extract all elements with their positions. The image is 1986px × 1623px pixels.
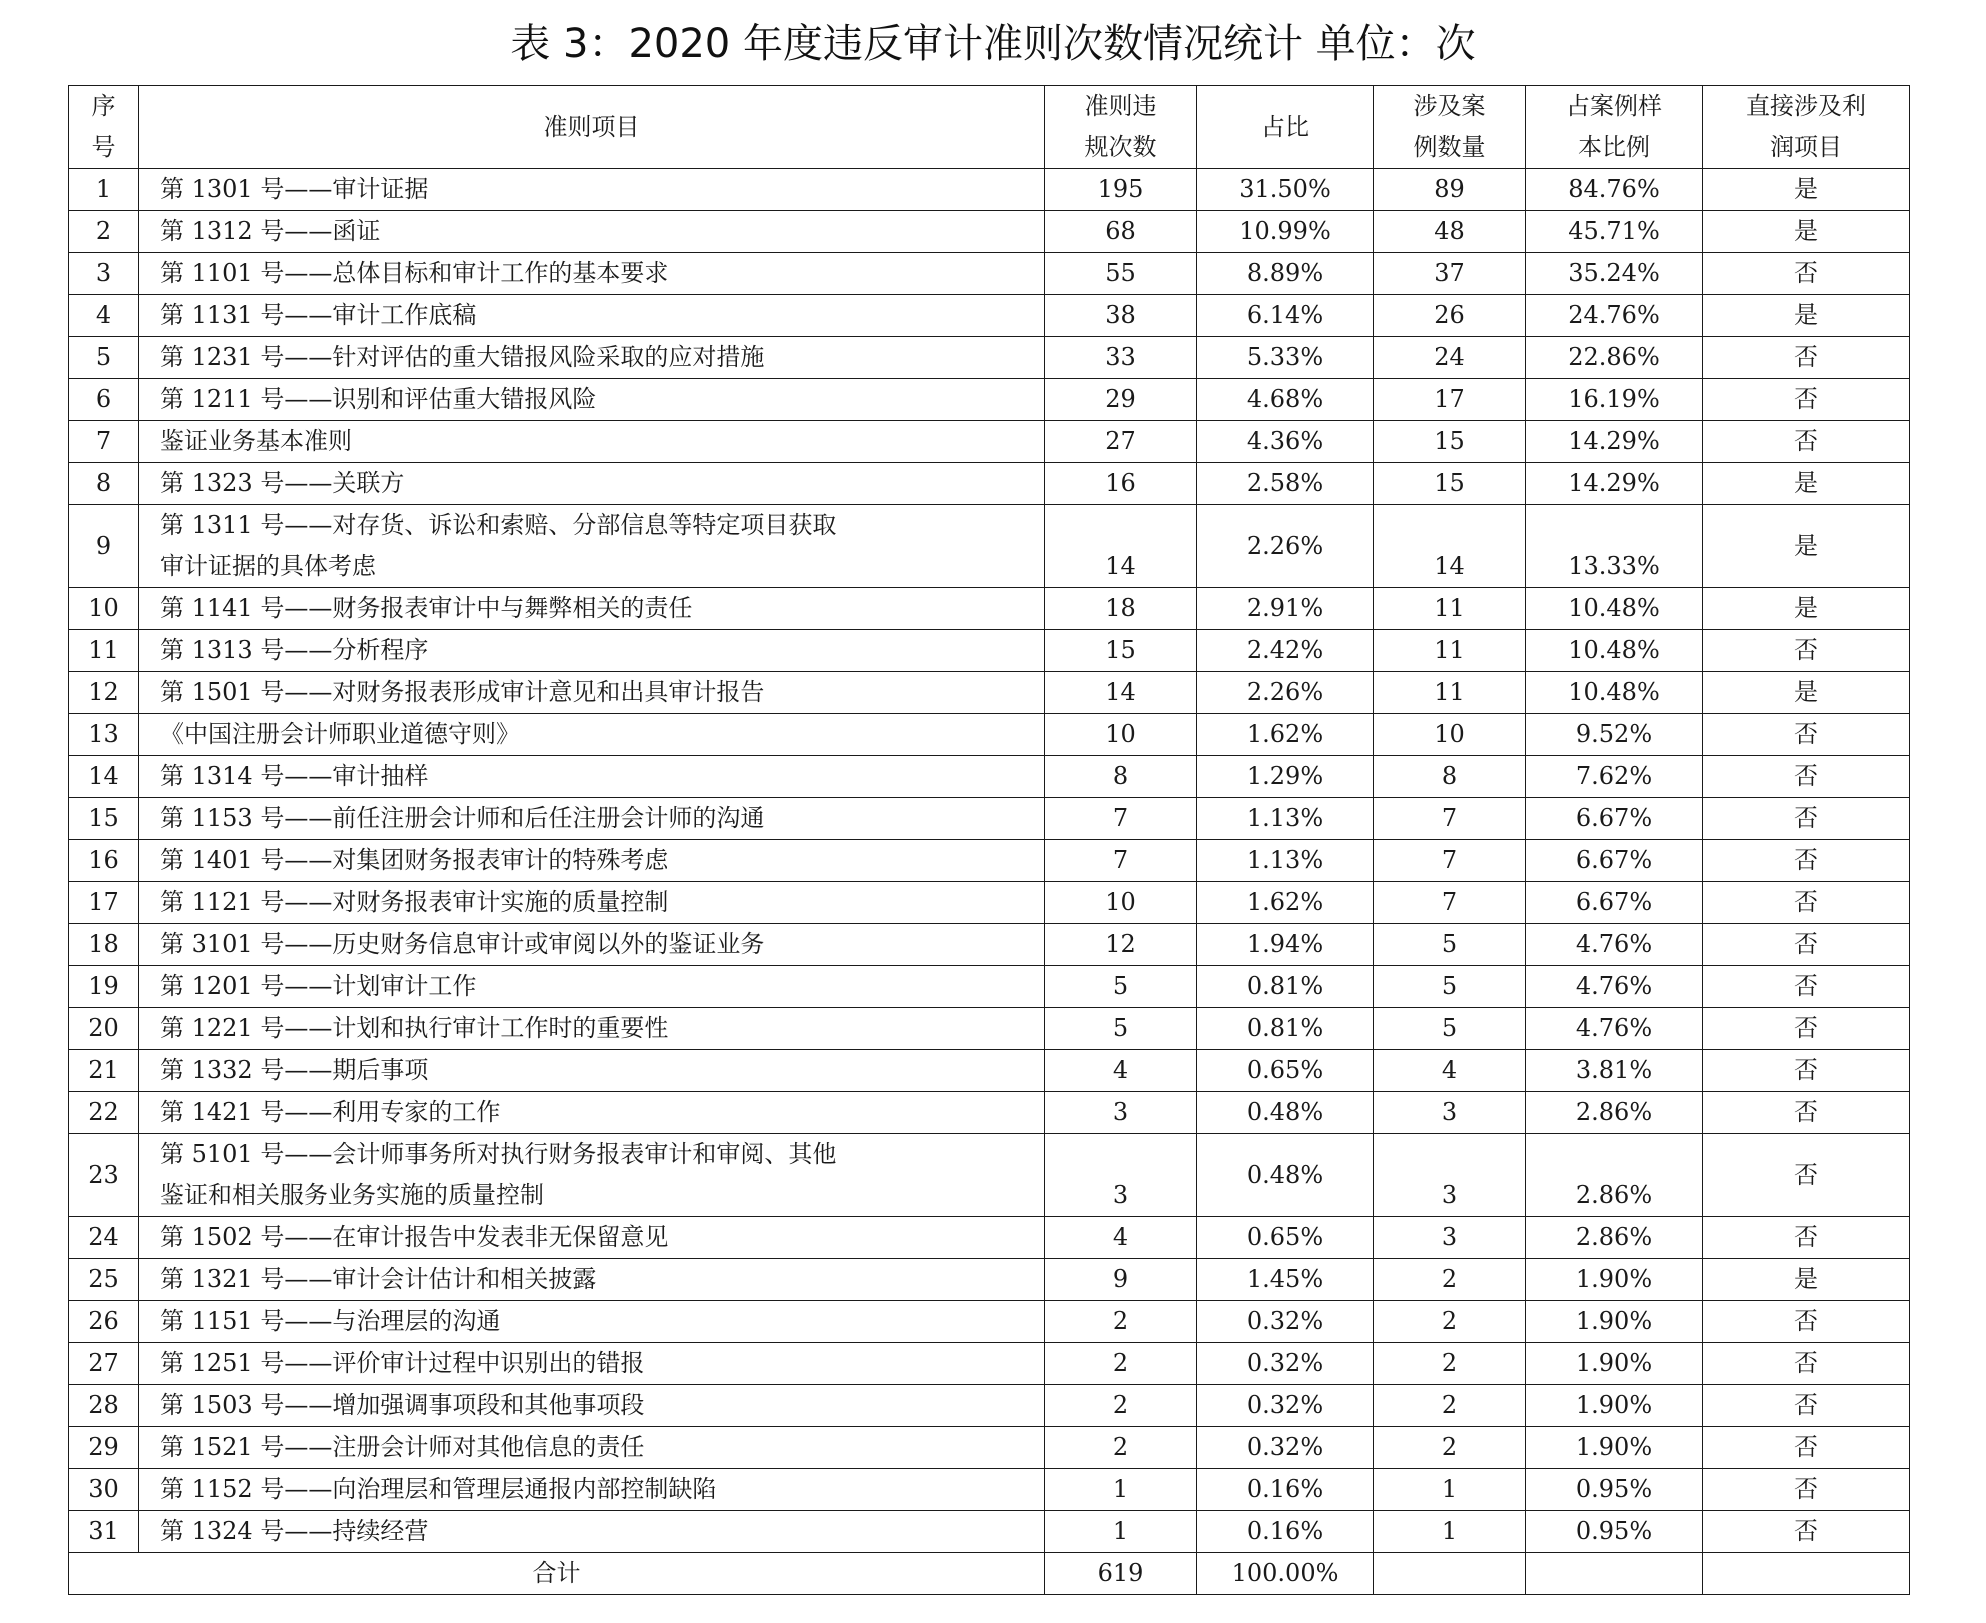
row-violation-count: 5 (1045, 1008, 1197, 1050)
row-standard-item: 第 1121 号——对财务报表审计实施的质量控制 (139, 882, 1045, 924)
row-standard-item: 第 1502 号——在审计报告中发表非无保留意见 (139, 1217, 1045, 1259)
row-standard-item: 第 3101 号——历史财务信息审计或审阅以外的鉴证业务 (139, 924, 1045, 966)
row-profit-related: 否 (1703, 379, 1910, 421)
row-violation-count: 14 (1045, 505, 1197, 588)
row-case-ratio: 2.86% (1526, 1217, 1703, 1259)
row-ratio: 2.26% (1197, 672, 1374, 714)
row-profit-related: 否 (1703, 1385, 1910, 1427)
row-case-ratio: 1.90% (1526, 1427, 1703, 1469)
row-case-count: 3 (1374, 1092, 1526, 1134)
row-standard-item: 第 1501 号——对财务报表形成审计意见和出具审计报告 (139, 672, 1045, 714)
row-case-ratio: 4.76% (1526, 966, 1703, 1008)
row-case-count: 1 (1374, 1469, 1526, 1511)
row-number: 20 (69, 1008, 139, 1050)
row-ratio: 2.26% (1197, 505, 1374, 588)
row-violation-count: 3 (1045, 1134, 1197, 1217)
row-profit-related: 否 (1703, 840, 1910, 882)
row-profit-related: 是 (1703, 463, 1910, 505)
row-ratio: 0.48% (1197, 1092, 1374, 1134)
row-ratio: 1.62% (1197, 882, 1374, 924)
row-case-count: 37 (1374, 253, 1526, 295)
row-number: 6 (69, 379, 139, 421)
table-row (69, 463, 1910, 505)
row-ratio: 0.32% (1197, 1385, 1374, 1427)
table-row (69, 798, 1910, 840)
row-violation-count: 18 (1045, 588, 1197, 630)
row-case-ratio: 35.24% (1526, 253, 1703, 295)
row-number: 22 (69, 1092, 139, 1134)
row-ratio: 0.65% (1197, 1050, 1374, 1092)
row-profit-related: 是 (1703, 169, 1910, 211)
table-row (69, 966, 1910, 1008)
header-profit-line-1: 直接涉及利 (1746, 92, 1866, 120)
row-case-count: 26 (1374, 295, 1526, 337)
row-case-ratio: 0.95% (1526, 1469, 1703, 1511)
row-case-count: 5 (1374, 1008, 1526, 1050)
row-number: 10 (69, 588, 139, 630)
row-case-count: 11 (1374, 630, 1526, 672)
row-profit-related: 否 (1703, 1343, 1910, 1385)
row-ratio: 6.14% (1197, 295, 1374, 337)
row-violation-count: 4 (1045, 1217, 1197, 1259)
table-row (69, 211, 1910, 253)
row-standard-item: 第 1221 号——计划和执行审计工作时的重要性 (139, 1008, 1045, 1050)
row-case-ratio: 14.29% (1526, 421, 1703, 463)
row-ratio: 8.89% (1197, 253, 1374, 295)
row-standard-item: 第 1251 号——评价审计过程中识别出的错报 (139, 1343, 1045, 1385)
table-title: 表 3：2020 年度违反审计准则次数情况统计 单位：次 (510, 21, 1476, 67)
row-standard-item: 第 1211 号——识别和评估重大错报风险 (139, 379, 1045, 421)
table-row (69, 421, 1910, 463)
row-case-ratio: 6.67% (1526, 798, 1703, 840)
row-case-count: 17 (1374, 379, 1526, 421)
row-profit-related: 否 (1703, 1511, 1910, 1553)
row-standard-item: 《中国注册会计师职业道德守则》 (139, 714, 1045, 756)
row-case-ratio: 3.81% (1526, 1050, 1703, 1092)
row-standard-item: 第 1401 号——对集团财务报表审计的特殊考虑 (139, 840, 1045, 882)
table-row (69, 630, 1910, 672)
row-violation-count: 2 (1045, 1301, 1197, 1343)
row-ratio: 10.99% (1197, 211, 1374, 253)
row-ratio: 1.45% (1197, 1259, 1374, 1301)
header-count-line-1: 准则违 (1084, 92, 1157, 120)
row-standard-item: 第 1421 号——利用专家的工作 (139, 1092, 1045, 1134)
row-profit-related: 否 (1703, 1217, 1910, 1259)
row-case-count: 10 (1374, 714, 1526, 756)
table-row (69, 295, 1910, 337)
row-case-count: 3 (1374, 1217, 1526, 1259)
row-case-ratio: 1.90% (1526, 1343, 1703, 1385)
row-case-ratio: 1.90% (1526, 1385, 1703, 1427)
row-violation-count: 16 (1045, 463, 1197, 505)
row-standard-item-line: 第 1311 号——对存货、诉讼和索赔、分部信息等特定项目获取 (160, 511, 837, 539)
row-profit-related: 否 (1703, 630, 1910, 672)
row-violation-count: 29 (1045, 379, 1197, 421)
total-label: 合计 (69, 1553, 1045, 1595)
row-ratio: 1.94% (1197, 924, 1374, 966)
row-violation-count: 14 (1045, 672, 1197, 714)
row-case-count: 7 (1374, 840, 1526, 882)
row-number: 9 (69, 505, 139, 588)
row-case-count: 14 (1374, 505, 1526, 588)
row-ratio: 31.50% (1197, 169, 1374, 211)
row-standard-item: 第 1503 号——增加强调事项段和其他事项段 (139, 1385, 1045, 1427)
row-case-ratio: 2.86% (1526, 1134, 1703, 1217)
row-case-count: 15 (1374, 421, 1526, 463)
row-violation-count: 33 (1045, 337, 1197, 379)
statistics-table (68, 85, 1910, 1595)
row-violation-count: 2 (1045, 1427, 1197, 1469)
row-number: 12 (69, 672, 139, 714)
row-profit-related: 否 (1703, 1134, 1910, 1217)
row-ratio: 4.36% (1197, 421, 1374, 463)
row-standard-item: 第 1101 号——总体目标和审计工作的基本要求 (139, 253, 1045, 295)
row-number: 14 (69, 756, 139, 798)
row-case-ratio: 4.76% (1526, 924, 1703, 966)
total-cases-empty (1374, 1553, 1526, 1595)
row-standard-item-line: 鉴证和相关服务业务实施的质量控制 (160, 1181, 544, 1209)
row-case-ratio: 10.48% (1526, 588, 1703, 630)
row-violation-count: 2 (1045, 1343, 1197, 1385)
header-row (69, 86, 1910, 169)
row-case-count: 15 (1374, 463, 1526, 505)
row-violation-count: 68 (1045, 211, 1197, 253)
row-number: 21 (69, 1050, 139, 1092)
table-row (69, 924, 1910, 966)
row-case-ratio: 1.90% (1526, 1301, 1703, 1343)
row-case-count: 2 (1374, 1259, 1526, 1301)
row-number: 26 (69, 1301, 139, 1343)
row-case-count: 7 (1374, 882, 1526, 924)
total-count: 619 (1045, 1553, 1197, 1595)
header-item-label: 准则项目 (543, 112, 640, 141)
row-profit-related: 否 (1703, 421, 1910, 463)
table-row (69, 379, 1910, 421)
row-ratio: 0.16% (1197, 1511, 1374, 1553)
header-cases-line-1: 涉及案 (1413, 92, 1486, 120)
row-ratio: 1.13% (1197, 798, 1374, 840)
row-standard-item: 第 1131 号——审计工作底稿 (139, 295, 1045, 337)
table-row (69, 1134, 1910, 1217)
row-ratio: 4.68% (1197, 379, 1374, 421)
row-profit-related: 否 (1703, 924, 1910, 966)
total-profit-empty (1703, 1553, 1910, 1595)
row-profit-related: 否 (1703, 1301, 1910, 1343)
row-profit-related: 否 (1703, 1008, 1910, 1050)
header-profit-line-2: 润项目 (1770, 133, 1842, 161)
row-ratio: 0.81% (1197, 966, 1374, 1008)
row-profit-related: 是 (1703, 295, 1910, 337)
table-row (69, 840, 1910, 882)
row-number: 8 (69, 463, 139, 505)
row-case-count: 2 (1374, 1301, 1526, 1343)
row-case-count: 89 (1374, 169, 1526, 211)
header-cases-line-2: 例数量 (1413, 133, 1486, 161)
table-row (69, 1427, 1910, 1469)
row-standard-item-line: 第 5101 号——会计师事务所对执行财务报表审计和审阅、其他 (160, 1140, 837, 1168)
row-case-count: 2 (1374, 1343, 1526, 1385)
row-violation-count: 10 (1045, 882, 1197, 924)
row-profit-related: 否 (1703, 966, 1910, 1008)
row-case-ratio: 7.62% (1526, 756, 1703, 798)
row-ratio: 0.65% (1197, 1217, 1374, 1259)
row-number: 4 (69, 295, 139, 337)
header-seq-line-2: 号 (91, 133, 116, 161)
table-row (69, 588, 1910, 630)
row-ratio: 2.58% (1197, 463, 1374, 505)
row-case-ratio: 22.86% (1526, 337, 1703, 379)
header-ratio-label: 占比 (1261, 112, 1309, 141)
row-violation-count: 15 (1045, 630, 1197, 672)
row-ratio: 0.81% (1197, 1008, 1374, 1050)
row-case-ratio: 2.86% (1526, 1092, 1703, 1134)
row-violation-count: 27 (1045, 421, 1197, 463)
row-profit-related: 是 (1703, 588, 1910, 630)
row-violation-count: 10 (1045, 714, 1197, 756)
row-violation-count: 9 (1045, 1259, 1197, 1301)
row-case-count: 7 (1374, 798, 1526, 840)
header-case-ratio (1526, 86, 1703, 169)
row-case-count: 3 (1374, 1134, 1526, 1217)
table-row (69, 1301, 1910, 1343)
row-case-ratio: 0.95% (1526, 1511, 1703, 1553)
row-case-ratio: 24.76% (1526, 295, 1703, 337)
row-profit-related: 否 (1703, 714, 1910, 756)
row-ratio: 1.13% (1197, 840, 1374, 882)
row-ratio: 2.42% (1197, 630, 1374, 672)
row-standard-item: 第 1301 号——审计证据 (139, 169, 1045, 211)
row-number: 29 (69, 1427, 139, 1469)
row-number: 19 (69, 966, 139, 1008)
row-case-ratio: 13.33% (1526, 505, 1703, 588)
row-standard-item: 第 1324 号——持续经营 (139, 1511, 1045, 1553)
row-number: 28 (69, 1385, 139, 1427)
table-row (69, 1008, 1910, 1050)
row-ratio: 0.32% (1197, 1427, 1374, 1469)
row-case-ratio: 9.52% (1526, 714, 1703, 756)
header-case-ratio-line-1: 占案例样 (1566, 92, 1662, 120)
row-number: 2 (69, 211, 139, 253)
row-violation-count: 38 (1045, 295, 1197, 337)
row-standard-item (139, 1134, 1045, 1217)
header-seq (69, 86, 139, 169)
row-case-count: 8 (1374, 756, 1526, 798)
header-seq-line-1: 序 (91, 92, 116, 120)
row-case-ratio: 10.48% (1526, 630, 1703, 672)
row-profit-related: 是 (1703, 672, 1910, 714)
row-number: 11 (69, 630, 139, 672)
row-number: 17 (69, 882, 139, 924)
row-standard-item: 第 1231 号——针对评估的重大错报风险采取的应对措施 (139, 337, 1045, 379)
row-violation-count: 3 (1045, 1092, 1197, 1134)
row-ratio: 5.33% (1197, 337, 1374, 379)
table-row (69, 714, 1910, 756)
row-case-count: 2 (1374, 1385, 1526, 1427)
row-standard-item: 鉴证业务基本准则 (139, 421, 1045, 463)
row-number: 27 (69, 1343, 139, 1385)
row-profit-related: 否 (1703, 337, 1910, 379)
table-row (69, 1469, 1910, 1511)
row-ratio: 0.16% (1197, 1469, 1374, 1511)
row-case-count: 4 (1374, 1050, 1526, 1092)
row-case-count: 11 (1374, 588, 1526, 630)
row-number: 31 (69, 1511, 139, 1553)
row-violation-count: 195 (1045, 169, 1197, 211)
table-row (69, 1092, 1910, 1134)
row-ratio: 1.62% (1197, 714, 1374, 756)
row-standard-item: 第 1151 号——与治理层的沟通 (139, 1301, 1045, 1343)
row-number: 1 (69, 169, 139, 211)
row-case-count: 48 (1374, 211, 1526, 253)
table-row (69, 337, 1910, 379)
row-standard-item: 第 1152 号——向治理层和管理层通报内部控制缺陷 (139, 1469, 1045, 1511)
row-case-count: 24 (1374, 337, 1526, 379)
table-row (69, 1259, 1910, 1301)
table-row (69, 1385, 1910, 1427)
table-row (69, 882, 1910, 924)
header-ratio (1197, 86, 1374, 169)
row-number: 30 (69, 1469, 139, 1511)
row-case-ratio: 10.48% (1526, 672, 1703, 714)
row-number: 25 (69, 1259, 139, 1301)
row-profit-related: 是 (1703, 1259, 1910, 1301)
row-standard-item: 第 1141 号——财务报表审计中与舞弊相关的责任 (139, 588, 1045, 630)
row-number: 24 (69, 1217, 139, 1259)
total-case-ratio-empty (1526, 1553, 1703, 1595)
row-number: 23 (69, 1134, 139, 1217)
row-standard-item: 第 1321 号——审计会计估计和相关披露 (139, 1259, 1045, 1301)
row-ratio: 1.29% (1197, 756, 1374, 798)
row-standard-item: 第 1521 号——注册会计师对其他信息的责任 (139, 1427, 1045, 1469)
row-violation-count: 1 (1045, 1469, 1197, 1511)
row-violation-count: 2 (1045, 1385, 1197, 1427)
header-profit (1703, 86, 1910, 169)
header-item (139, 86, 1045, 169)
row-standard-item: 第 1314 号——审计抽样 (139, 756, 1045, 798)
table-row (69, 1511, 1910, 1553)
table-row (69, 756, 1910, 798)
row-ratio: 0.32% (1197, 1343, 1374, 1385)
table-row (69, 169, 1910, 211)
row-number: 13 (69, 714, 139, 756)
row-case-ratio: 45.71% (1526, 211, 1703, 253)
row-standard-item: 第 1312 号——函证 (139, 211, 1045, 253)
row-case-count: 1 (1374, 1511, 1526, 1553)
row-number: 3 (69, 253, 139, 295)
row-violation-count: 55 (1045, 253, 1197, 295)
row-number: 18 (69, 924, 139, 966)
row-standard-item: 第 1153 号——前任注册会计师和后任注册会计师的沟通 (139, 798, 1045, 840)
row-case-ratio: 16.19% (1526, 379, 1703, 421)
row-standard-item (139, 505, 1045, 588)
row-profit-related: 否 (1703, 798, 1910, 840)
row-ratio: 0.48% (1197, 1134, 1374, 1217)
total-ratio: 100.00% (1197, 1553, 1374, 1595)
table-row (69, 253, 1910, 295)
row-standard-item: 第 1323 号——关联方 (139, 463, 1045, 505)
row-case-count: 2 (1374, 1427, 1526, 1469)
row-number: 15 (69, 798, 139, 840)
row-case-count: 5 (1374, 966, 1526, 1008)
table-row (69, 1343, 1910, 1385)
row-profit-related: 否 (1703, 1427, 1910, 1469)
row-case-ratio: 4.76% (1526, 1008, 1703, 1050)
row-case-ratio: 14.29% (1526, 463, 1703, 505)
table-row (69, 1217, 1910, 1259)
table-row (69, 505, 1910, 588)
row-number: 7 (69, 421, 139, 463)
row-violation-count: 12 (1045, 924, 1197, 966)
row-number: 16 (69, 840, 139, 882)
table-row (69, 1050, 1910, 1092)
row-case-ratio: 1.90% (1526, 1259, 1703, 1301)
row-profit-related: 否 (1703, 253, 1910, 295)
row-case-ratio: 6.67% (1526, 882, 1703, 924)
row-violation-count: 5 (1045, 966, 1197, 1008)
row-standard-item: 第 1313 号——分析程序 (139, 630, 1045, 672)
row-ratio: 2.91% (1197, 588, 1374, 630)
row-violation-count: 1 (1045, 1511, 1197, 1553)
table-row (69, 672, 1910, 714)
row-case-ratio: 6.67% (1526, 840, 1703, 882)
row-case-ratio: 84.76% (1526, 169, 1703, 211)
row-case-count: 11 (1374, 672, 1526, 714)
header-case-ratio-line-2: 本比例 (1578, 133, 1650, 161)
row-profit-related: 否 (1703, 882, 1910, 924)
row-case-count: 5 (1374, 924, 1526, 966)
row-violation-count: 8 (1045, 756, 1197, 798)
row-profit-related: 否 (1703, 1050, 1910, 1092)
row-profit-related: 否 (1703, 1092, 1910, 1134)
total-row (69, 1553, 1910, 1595)
row-violation-count: 4 (1045, 1050, 1197, 1092)
row-number: 5 (69, 337, 139, 379)
row-standard-item: 第 1332 号——期后事项 (139, 1050, 1045, 1092)
row-standard-item: 第 1201 号——计划审计工作 (139, 966, 1045, 1008)
header-count-line-2: 规次数 (1084, 133, 1157, 161)
row-profit-related: 否 (1703, 1469, 1910, 1511)
row-violation-count: 7 (1045, 798, 1197, 840)
row-standard-item-line: 审计证据的具体考虑 (160, 552, 376, 580)
table-body (69, 169, 1910, 1553)
row-profit-related: 是 (1703, 505, 1910, 588)
header-cases (1374, 86, 1526, 169)
row-ratio: 0.32% (1197, 1301, 1374, 1343)
row-profit-related: 否 (1703, 756, 1910, 798)
row-profit-related: 是 (1703, 211, 1910, 253)
header-count (1045, 86, 1197, 169)
row-violation-count: 7 (1045, 840, 1197, 882)
